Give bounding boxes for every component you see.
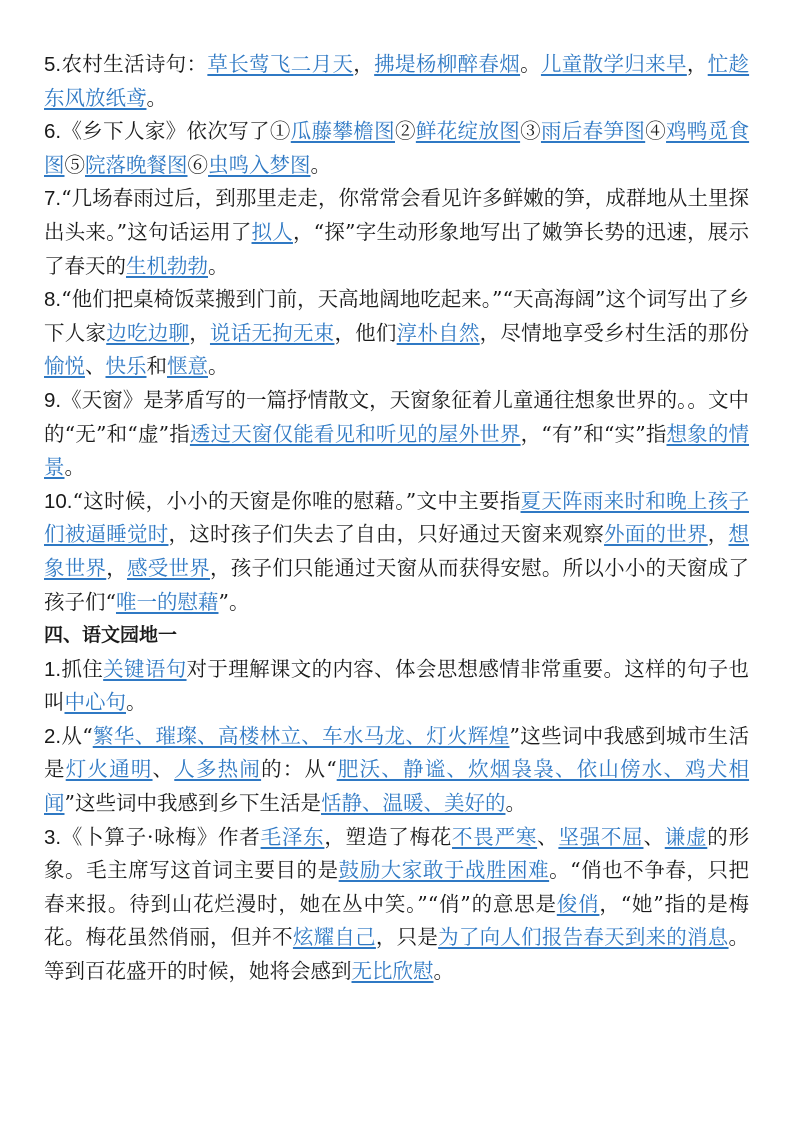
body-text: 。 [520, 52, 541, 76]
body-text: 。 [208, 253, 229, 278]
body-text: ③ [520, 119, 541, 144]
body-text: 的形象。毛主席写这首词主要目的是 [44, 824, 750, 883]
list-item [44, 182, 749, 283]
answer-text: 无比欣慰 [351, 959, 434, 984]
list-item [44, 485, 749, 619]
body-text: 《乡下人家》依次写了① [61, 119, 291, 144]
answer-text: 谦虚 [664, 824, 708, 849]
body-text: 。 [505, 791, 526, 816]
body-text: 《天窗》是茅盾写的一篇抒情散文，天窗象征着儿童通往想象世界的。。文中的“无”和“虚”指 [44, 387, 749, 446]
body-text: ， [106, 555, 127, 580]
list-item [44, 48, 749, 115]
answer-text: 鼓励大家敢于战胜困难 [338, 858, 550, 883]
answer-text: 院落晚餐图 [85, 152, 188, 177]
body-text: ， [353, 52, 375, 76]
item-number: 9. [44, 388, 62, 412]
body-text: “他们把桌椅饭菜搬到门前，天高地阔地吃起来。”“天高海阔”这个词写出了乡下人家 [44, 287, 749, 345]
body-text: ，只是 [375, 925, 439, 950]
answer-text: 关键语句 [103, 656, 187, 681]
answer-text: 恬静、温暖、美好的 [320, 791, 506, 816]
body-text: ④ [645, 119, 667, 144]
answer-text: 繁华、璀璨、高楼林立、车水马龙、灯火辉煌 [92, 723, 510, 748]
answer-text: 快乐 [105, 354, 147, 379]
body-text: ② [395, 119, 416, 144]
list-item [44, 283, 749, 384]
answer-text: 想象的情景 [44, 421, 750, 480]
body-text: 。“俏也不争春，只把春来报。待到山花烂漫时，她在丛中笑。”“俏”的意思是 [44, 858, 750, 916]
list-item [44, 115, 749, 182]
body-text: ， [686, 52, 708, 76]
item-number: 10. [44, 489, 73, 513]
item-number: 1. [44, 657, 62, 681]
answer-text: 雨后春笋图 [540, 119, 646, 144]
answer-text: 鲜花绽放图 [415, 119, 521, 144]
body-text: ，孩子们只能通过天窗从而获得安慰。所以小小的天窗成了孩子们“ [44, 555, 750, 614]
answer-text: 唯一的慰藉 [115, 589, 219, 614]
answer-text: 淳朴自然 [396, 320, 480, 345]
body-text: ⑤ [64, 152, 85, 177]
item-number: 2. [44, 724, 62, 748]
answer-text: 透过天窗仅能看见和听见的屋外世界 [189, 421, 521, 446]
answer-text: 想象世界 [44, 522, 750, 580]
body-text: “几场春雨过后，到那里走走，你常常会看见许多鲜嫩的笋，成群地从土里探出头来。”这句话运用了 [44, 186, 749, 244]
answer-text: 说话无拘无束 [209, 320, 335, 345]
answer-text: 炫耀自己 [292, 925, 376, 950]
answer-text: 忙趁东风放纸鸢 [44, 52, 750, 110]
body-text: 。 [310, 152, 331, 177]
answer-text: 毛泽东 [260, 824, 325, 849]
answer-text: 坚强不屈 [558, 824, 644, 849]
body-text: ，他们 [334, 320, 397, 345]
answer-text: 拂堤杨柳醉春烟 [374, 52, 521, 76]
body-text: ”这些词中我感到乡下生活是 [64, 791, 321, 816]
section-heading: 四、语文园地一 [44, 624, 178, 647]
body-text: 和 [146, 354, 167, 379]
list-item [44, 653, 749, 720]
answer-text: 感受世界 [126, 555, 210, 580]
answer-text: 肥沃、静谧、炊烟袅袅、依山傍水、鸡犬相闻 [44, 757, 750, 816]
body-text: 。 [146, 85, 167, 110]
body-text: ，尽情地享受乡村生活的那份 [479, 320, 750, 345]
body-text: ⑥ [187, 152, 208, 177]
item-number: 6. [44, 120, 62, 144]
answer-text: 夏天阵雨来时和晚上孩子们被逼睡觉时 [44, 488, 749, 547]
body-text: ， [189, 320, 210, 345]
item-number: 7. [44, 187, 62, 211]
body-text: 、 [152, 757, 175, 782]
body-text: 农村生活诗句： [61, 52, 208, 76]
body-text: 的：从“ [261, 757, 337, 782]
answer-text: 边吃边聊 [106, 320, 190, 345]
body-text: 、 [643, 824, 665, 849]
list-item [44, 720, 749, 821]
body-text: 。 [126, 690, 147, 715]
body-text: 对于理解课文的内容、体会思想感情非常重要。这样的句子也叫 [44, 656, 750, 715]
body-text: 。 [433, 959, 454, 984]
answer-text: 愉悦 [44, 354, 85, 379]
body-text: ，“有”和“实”指 [520, 421, 667, 446]
body-text: 。 [64, 455, 85, 480]
answer-text: 惬意 [167, 354, 208, 379]
answer-text: 拟人 [251, 219, 293, 244]
body-text: 。等到百花盛开的时候，她将会感到 [44, 925, 750, 984]
answer-text: 人多热闹 [174, 757, 262, 782]
answer-text: 儿童散学归来早 [540, 52, 687, 76]
item-number: 8. [44, 288, 62, 312]
item-number: 5. [44, 53, 62, 76]
answer-text: 灯火通明 [65, 757, 153, 782]
answer-text: 中心句 [64, 690, 126, 715]
body-text: 。 [208, 354, 229, 379]
answer-text: 外面的世界 [604, 522, 708, 547]
answer-text: 生机勃勃 [126, 253, 208, 278]
answer-text: 为了向人们报告春天到来的消息 [438, 925, 729, 950]
body-text: ，“探”字生动形象地写出了嫩笋长势的迅速，展示了春天的 [44, 219, 749, 278]
list-item [44, 384, 749, 485]
item-number: 3. [44, 825, 62, 849]
body-text: ，这时孩子们失去了自由，只好通过天窗来观察 [168, 522, 605, 547]
answer-text: 不畏严寒 [452, 824, 538, 849]
answer-text: 鸡鸭觅食图 [44, 119, 750, 177]
body-text: ”这些词中我感到城市生活是 [44, 723, 749, 782]
body-text: “这时候，小小的天窗是你唯的慰藉。”文中主要指 [72, 488, 521, 513]
body-text: 从“ [61, 723, 93, 748]
answer-text: 俊俏 [556, 891, 600, 916]
body-text: ，“她”指的是梅花。梅花虽然俏丽，但并不 [44, 891, 749, 950]
body-text: 《卜算子·咏梅》作者 [61, 824, 261, 849]
answer-text: 虫鸣入梦图 [208, 152, 311, 177]
body-text: ，塑造了梅花 [324, 824, 453, 849]
list-item [44, 821, 749, 989]
answer-text: 瓜藤攀檐图 [290, 119, 395, 144]
body-text: ”。 [218, 589, 250, 614]
answer-text: 草长莺飞二月天 [207, 52, 354, 76]
body-text: 、 [537, 824, 559, 849]
body-text: 、 [85, 354, 106, 379]
body-text: ， [707, 522, 729, 547]
body-text: 抓住 [61, 656, 104, 681]
